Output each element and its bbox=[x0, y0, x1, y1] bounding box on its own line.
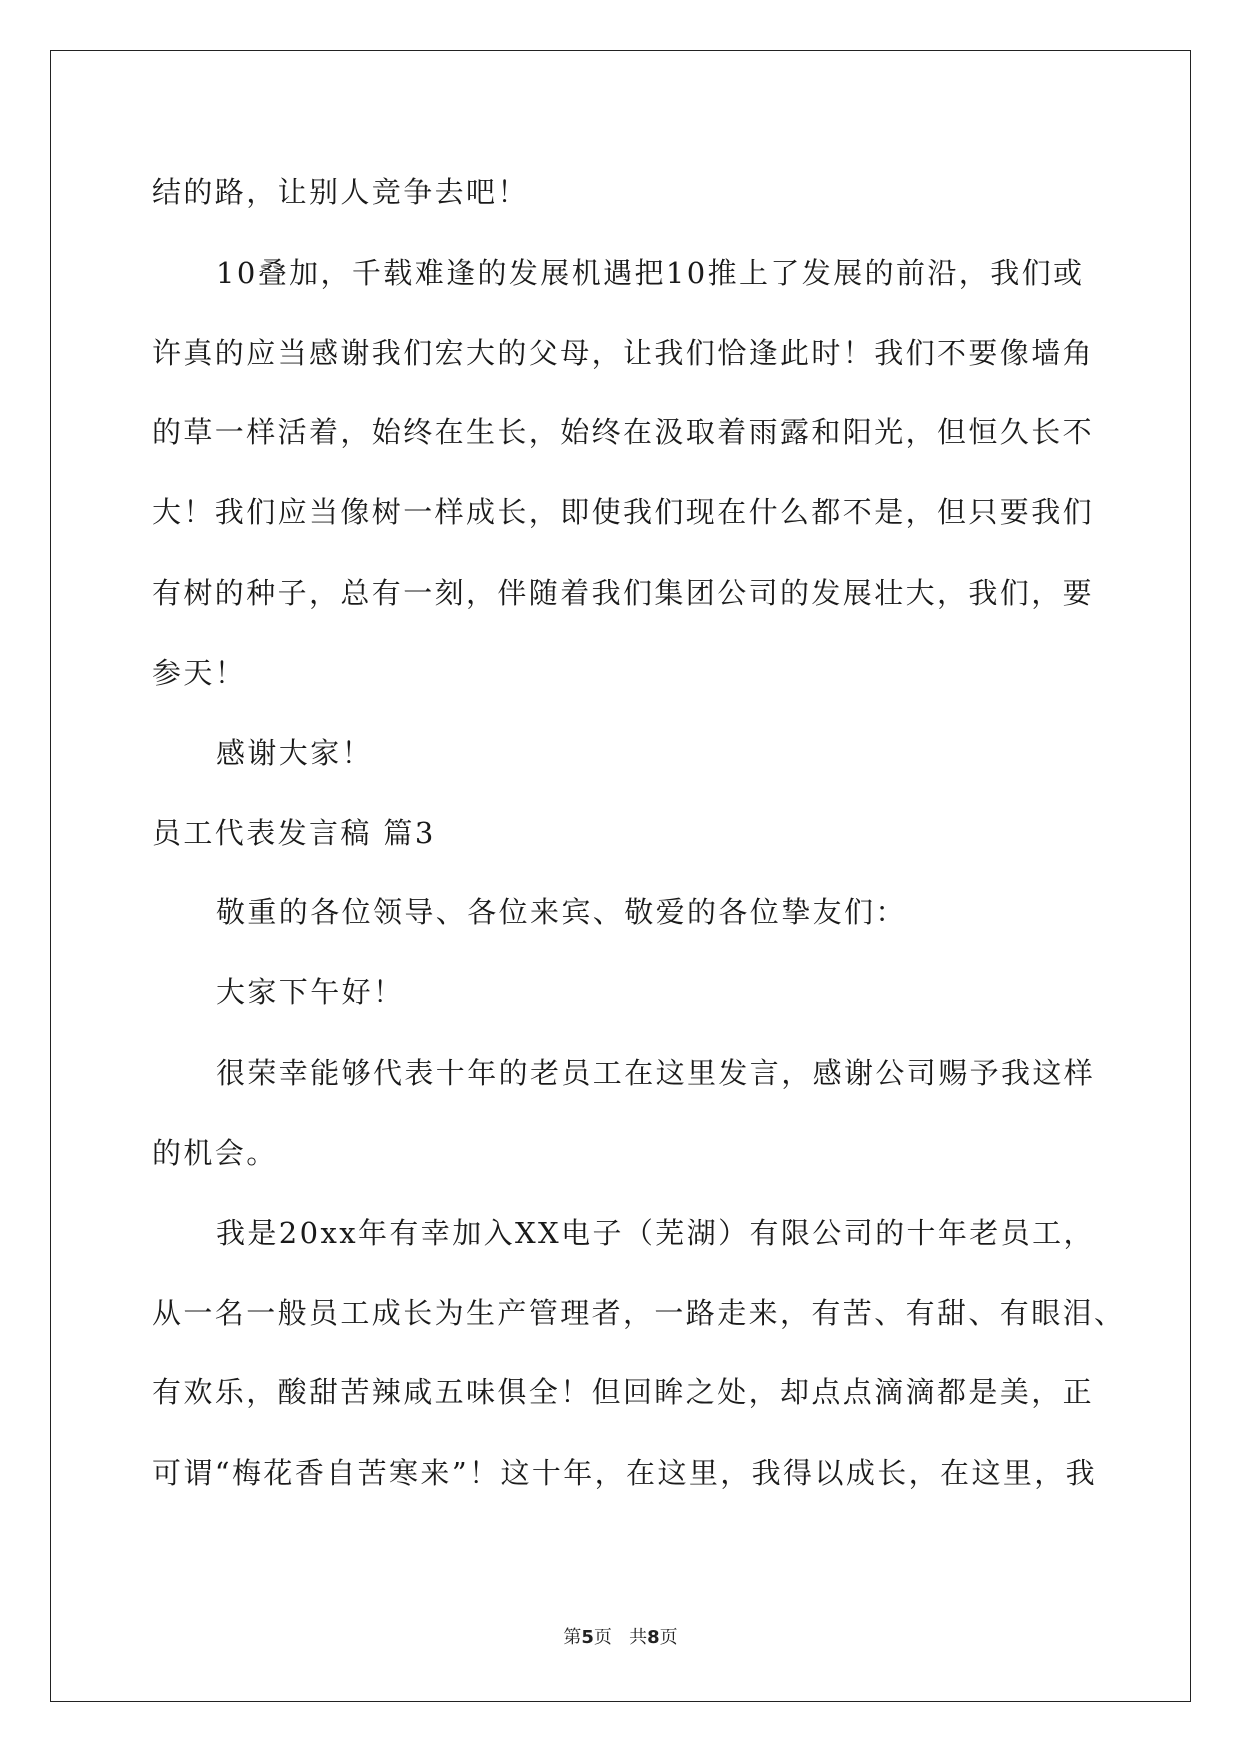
footer-total-prefix: 共 bbox=[629, 1627, 648, 1648]
text-line: 的机会。 bbox=[152, 1136, 278, 1170]
paragraph-line: 很荣幸能够代表十年的老员工在这里发言，感谢公司赐予我这样 bbox=[216, 1056, 1096, 1090]
text-line: 从一名一般员工成长为生产管理者，一路走来，有苦、有甜、有眼泪、 bbox=[152, 1296, 1126, 1330]
paragraph-line: 我是20xx年有幸加入XX电子（芜湖）有限公司的十年老员工， bbox=[216, 1216, 1095, 1250]
text-line: 有树的种子，总有一刻，伴随着我们集团公司的发展壮大，我们，要 bbox=[152, 576, 1095, 610]
footer-page-unit: 页 bbox=[593, 1627, 612, 1648]
paragraph-line: 感谢大家！ bbox=[216, 736, 374, 770]
footer-page-number: 5 bbox=[581, 1627, 594, 1648]
paragraph-line: 10叠加，千载难逢的发展机遇把10推上了发展的前沿，我们或 bbox=[216, 256, 1085, 290]
greeting: 大家下午好！ bbox=[216, 975, 405, 1009]
footer-total-pages: 8 bbox=[647, 1627, 660, 1648]
page-footer bbox=[0, 1627, 1241, 1649]
text-line: 有欢乐，酸甜苦辣咸五味俱全！但回眸之处，却点点滴滴都是美，正 bbox=[152, 1375, 1095, 1409]
text-line: 的草一样活着，始终在生长，始终在汲取着雨露和阳光，但恒久长不 bbox=[152, 415, 1095, 449]
text-line: 许真的应当感谢我们宏大的父母，让我们恰逢此时！我们不要像墙角 bbox=[152, 336, 1095, 370]
text-line: 参天！ bbox=[152, 656, 247, 690]
footer-total-unit: 页 bbox=[659, 1627, 678, 1648]
text-line: 结的路，让别人竞争去吧！ bbox=[152, 175, 529, 209]
salutation: 敬重的各位领导、各位来宾、敬爱的各位挚友们： bbox=[216, 895, 907, 929]
section-heading: 员工代表发言稿 篇3 bbox=[152, 816, 436, 850]
footer-prefix: 第 bbox=[563, 1627, 582, 1648]
text-line: 可谓“梅花香自苦寒来”！这十年，在这里，我得以成长，在这里，我 bbox=[152, 1456, 1098, 1490]
text-line: 大！我们应当像树一样成长，即使我们现在什么都不是，但只要我们 bbox=[152, 495, 1095, 529]
